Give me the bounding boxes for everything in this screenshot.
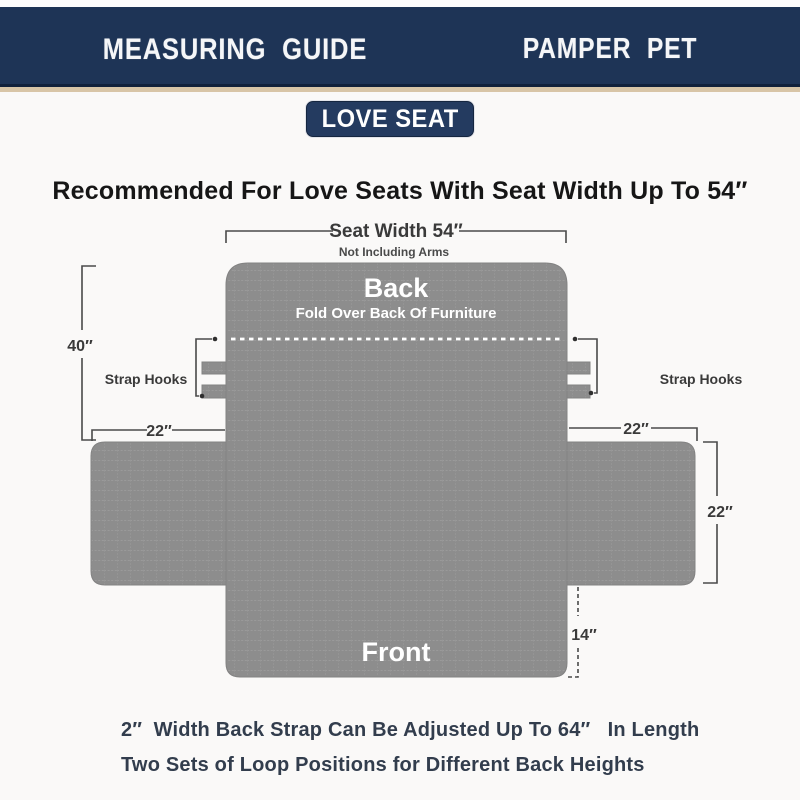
top-margin [0, 0, 800, 7]
love-seat-badge [306, 101, 474, 137]
header-accent-strip [0, 87, 800, 92]
header-title-measuring-guide: MEASURING GUIDE [102, 33, 368, 66]
front-drop-label: 14″ [571, 627, 597, 644]
header-title-brand: PAMPER PET [522, 33, 698, 65]
strap-hooks-left-callout [105, 337, 218, 399]
footer-strap-note: 2″ Width Back Strap Can Be Adjusted Up To 64″ In Length [121, 719, 700, 741]
footer-loops-note: Two Sets of Loop Positions for Different Back Heights [121, 754, 645, 776]
arm-height-measure [703, 442, 733, 583]
recommendation-heading: Recommended For Love Seats With Seat Width Up To 54″ [52, 177, 748, 205]
strap-hooks-right-label: Strap Hooks [659, 371, 743, 387]
back-seat-front-panel [226, 263, 567, 677]
seat-width-measure [226, 221, 566, 259]
back-height-measure [67, 266, 96, 440]
strap-hooks-right-callout [573, 337, 743, 396]
seat-width-note: Not Including Arms [338, 245, 450, 259]
strap-hook-tab-left-upper [202, 362, 228, 374]
seat-width-label: Seat Width 54″ [329, 221, 463, 242]
strap-hook-tab-left-lower [202, 385, 228, 398]
front-label: Front [361, 637, 431, 667]
back-height-label: 40″ [67, 338, 93, 355]
arm-width-left-label: 22″ [146, 423, 172, 440]
strap-hook-tab-right-upper [564, 362, 590, 374]
arm-height-label: 22″ [707, 504, 733, 521]
back-fold-note: Fold Over Back Of Furniture [295, 305, 497, 322]
love-seat-badge-label: LOVE SEAT [321, 104, 459, 133]
front-drop-measure [566, 587, 597, 677]
cover-shape [91, 263, 695, 677]
strap-hook-tab-right-lower [564, 385, 590, 398]
header-bar [0, 7, 800, 87]
back-label: Back [363, 273, 429, 303]
strap-hooks-left-label: Strap Hooks [104, 371, 188, 387]
arm-width-right-label: 22″ [623, 421, 649, 438]
cover-diagram [0, 215, 800, 710]
arm-width-right-measure [569, 421, 697, 441]
arm-width-left-measure [92, 423, 225, 441]
